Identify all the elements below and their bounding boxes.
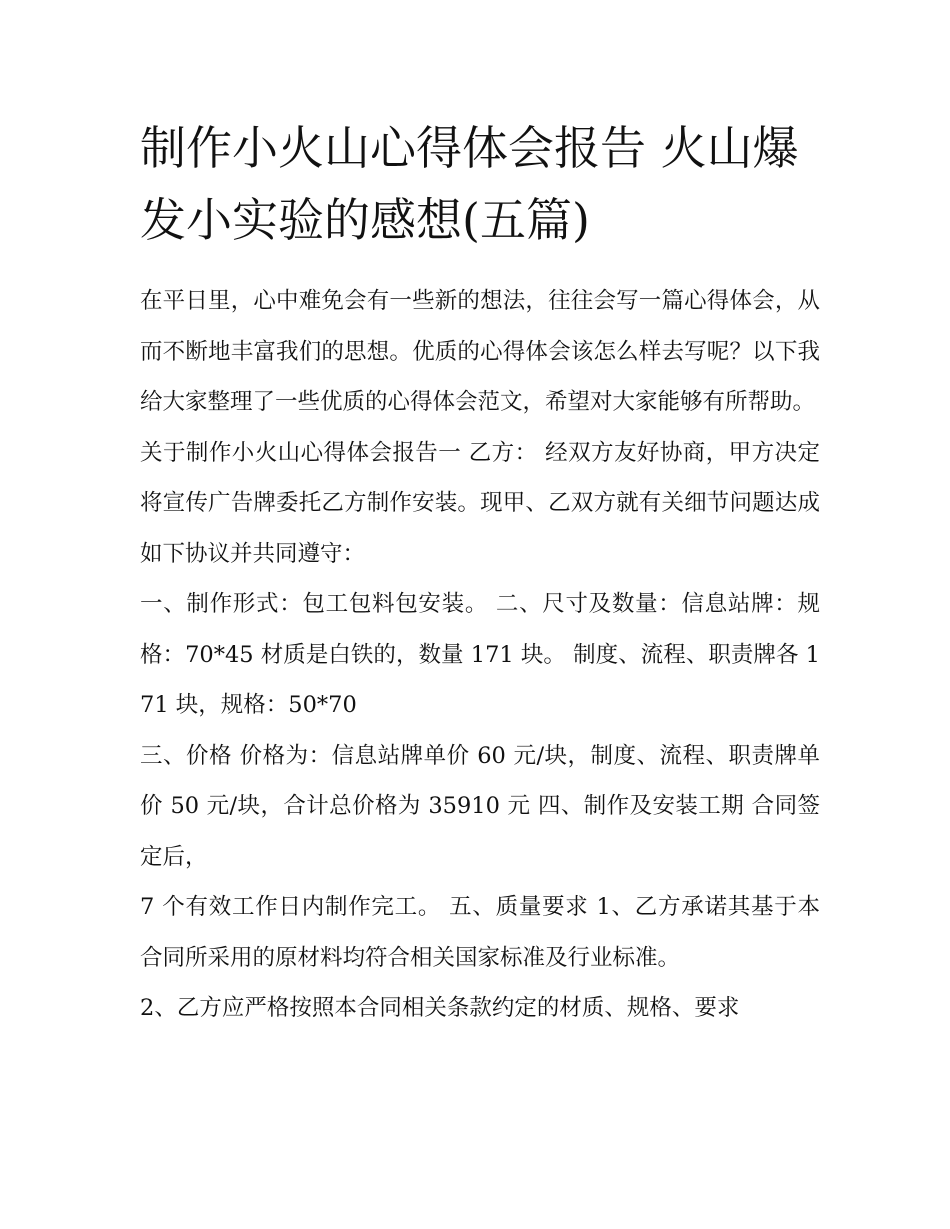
paragraph-quality: 7 个有效工作日内制作完工。 五、质量要求 1、乙方承诺其基于本合同所采用的原材料均符合相关国家标准及行业标准。 <box>140 894 820 971</box>
paragraph-form-and-size: 一、制作形式：包工包料包安装。 二、尺寸及数量：信息站牌：规格：70*45 材质是白铁的，数量 171 块。 制度、流程、职责牌各 171 块，规格：50*70 <box>140 591 820 718</box>
document-title: 制作小火山心得体会报告 火山爆发小实验的感想(五篇) <box>140 121 799 247</box>
document-body <box>140 276 820 1034</box>
paragraph-price: 三、价格 价格为：信息站牌单价 60 元/块，制度、流程、职责牌单价 50 元/块，合计总价格为 35910 元 四、制作及安装工期 合同签定后， <box>140 742 820 870</box>
paragraph-report-one: 关于制作小火山心得体会报告一 乙方： 经双方友好协商，甲方决定将宣传广告牌委托乙方制作安装。现甲、乙双方就有关细节问题达成如下协议并共同遵守： <box>140 439 820 567</box>
paragraph-supplier-duty: 2、乙方应严格按照本合同相关条款约定的材质、规格、要求 <box>140 995 740 1021</box>
paragraph-intro: 在平日里，心中难免会有一些新的想法，往往会写一篇心得体会，从而不断地丰富我们的思想。优质的心得体会该怎么样去写呢？以下我给大家整理了一些优质的心得体会范文，希望对大家能够有所帮助。 <box>140 288 820 415</box>
